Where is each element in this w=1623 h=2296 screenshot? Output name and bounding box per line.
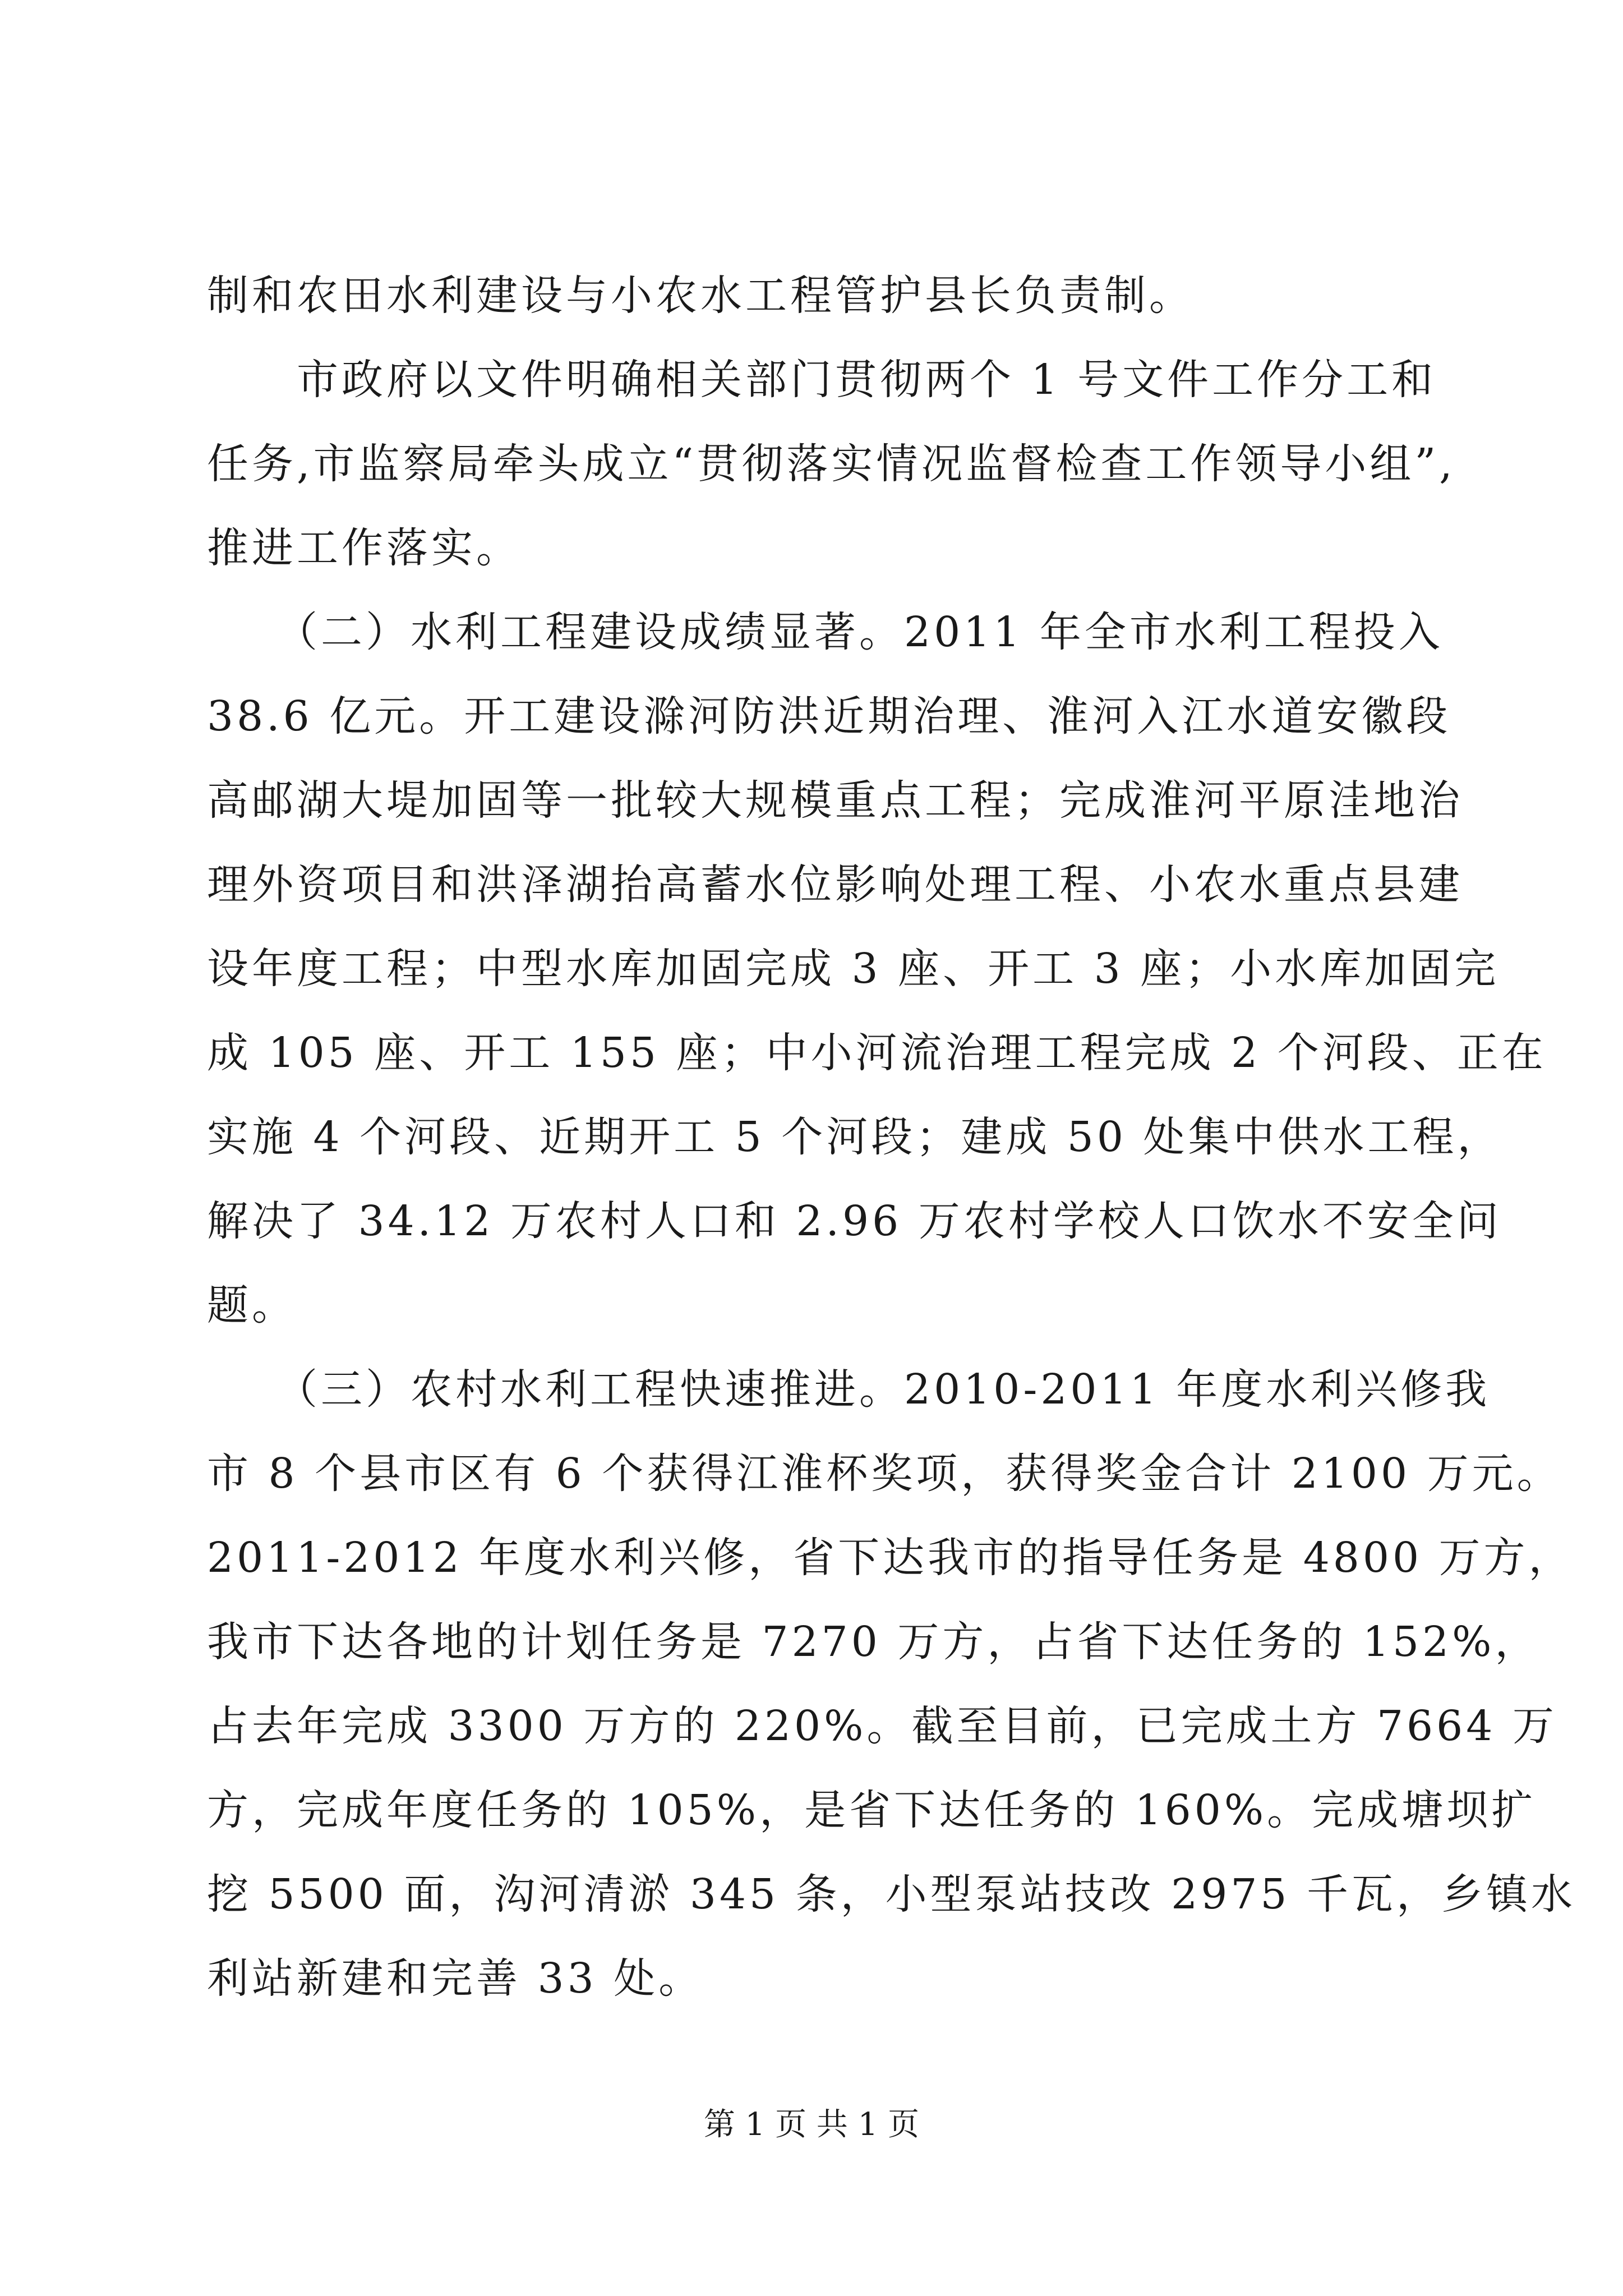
body-line-11: 实施 4 个河段、近期开工 5 个河段；建成 50 处集中供水工程， xyxy=(207,1113,1502,1161)
body-line-14: （三）农村水利工程快速推进。2010-2011 年度水利兴修我 xyxy=(207,1365,1491,1414)
body-line-7: 高邮湖大堤加固等一批较大规模重点工程；完成淮河平原洼地治 xyxy=(207,776,1463,825)
body-line-4: 推进工作落实。 xyxy=(207,524,521,572)
body-line-13: 题。 xyxy=(207,1281,297,1329)
body-line-1: 制和农田水利建设与小农水工程管护县长负责制。 xyxy=(207,272,1194,320)
body-line-3: 任务,市监察局牵头成立“贯彻落实情况监督检查工作领导小组”, xyxy=(207,440,1456,488)
body-line-18: 占去年完成 3300 万方的 220%。截至目前，已完成土方 7664 万 xyxy=(207,1702,1557,1750)
page-footer: 第 1 页 共 1 页 xyxy=(703,2106,920,2143)
body-line-5: （二）水利工程建设成绩显著。2011 年全市水利工程投入 xyxy=(207,608,1444,656)
body-line-15: 市 8 个县市区有 6 个获得江淮杯奖项，获得奖金合计 2100 万元。 xyxy=(207,1450,1562,1498)
body-line-2: 市政府以文件明确相关部门贯彻两个 1 号文件工作分工和 xyxy=(207,356,1437,404)
body-line-21: 利站新建和完善 33 处。 xyxy=(207,1954,704,2003)
body-line-6: 38.6 亿元。开工建设滁河防洪近期治理、淮河入江水道安徽段 xyxy=(207,692,1451,740)
body-line-8: 理外资项目和洪泽湖抬高蓄水位影响处理工程、小农水重点县建 xyxy=(207,861,1463,909)
body-line-12: 解决了 34.12 万农村人口和 2.96 万农村学校人口饮水不安全问 xyxy=(207,1197,1502,1245)
body-line-17: 我市下达各地的计划任务是 7270 万方，占省下达任务的 152%， xyxy=(207,1618,1540,1666)
body-line-19: 方，完成年度任务的 105%，是省下达任务的 160%。完成塘坝扩 xyxy=(207,1786,1537,1834)
body-line-16: 2011-2012 年度水利兴修，省下达我市的指导任务是 4800 万方， xyxy=(207,1534,1574,1582)
body-line-10: 成 105 座、开工 155 座；中小河流治理工程完成 2 个河段、正在 xyxy=(207,1029,1547,1077)
body-line-20: 挖 5500 面，沟河清淤 345 条，小型泵站技改 2975 千瓦，乡镇水 xyxy=(207,1870,1576,1918)
body-line-9: 设年度工程；中型水库加固完成 3 座、开工 3 座；小水库加固完 xyxy=(207,945,1500,993)
